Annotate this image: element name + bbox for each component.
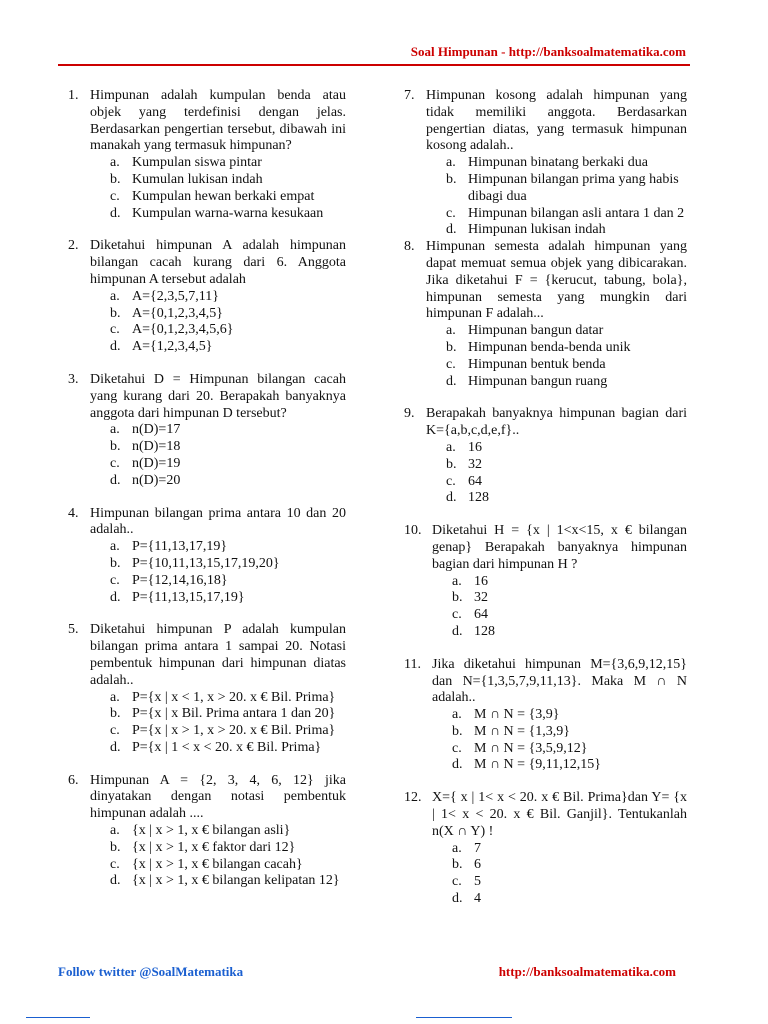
question-number: 1. (68, 88, 79, 103)
option-text: {x | x > 1, x € bilangan cacah} (132, 856, 303, 872)
answer-option-a (432, 574, 687, 591)
option-letter: d. (446, 222, 457, 238)
answer-option-a (432, 707, 687, 724)
footer-site-link[interactable]: http://banksoalmatematika.com (498, 964, 676, 979)
answer-option-d (90, 206, 346, 223)
answer-option-b (426, 457, 687, 474)
question-number: 2. (68, 238, 79, 254)
answer-option-b (90, 306, 346, 323)
option-letter: d. (110, 339, 121, 355)
option-letter: a. (446, 323, 456, 339)
question-number: 7. (404, 88, 415, 103)
answer-option-c (90, 456, 346, 473)
answer-option-c (426, 357, 687, 374)
question-12 (404, 790, 687, 908)
answer-option-c (90, 857, 346, 874)
question-stem: Himpunan semesta adalah himpunan yang dapat memuat semua objek yang dibicarakan. Jika diketahui F = {kerucut, tabung, bola}, himpunan semesta yang mungkin dari himpunan F adalah... (426, 239, 687, 322)
option-letter: b. (110, 706, 121, 722)
question-stem: X={ x | 1< x < 20. x € Bil. Prima}dan Y= {x | 1< x < 20. x € Bil. Ganjil}. Tentukanlah n(X ∩ Y) ! (432, 790, 687, 839)
answer-option-a (90, 155, 346, 172)
option-letter: b. (446, 456, 457, 472)
option-text: P={11,13,17,19} (132, 539, 228, 555)
option-text: P={x | 1 < x < 20. x € Bil. Prima} (132, 739, 322, 755)
option-letter: a. (452, 707, 462, 723)
answer-option-b (90, 706, 346, 723)
option-letter: d. (110, 205, 121, 221)
question-number: 9. (404, 406, 415, 422)
option-letter: c. (110, 322, 120, 338)
option-letter: a. (110, 689, 120, 705)
option-text: Himpunan bilangan asli antara 1 dan 2 (468, 205, 685, 221)
option-text: P={x | x Bil. Prima antara 1 dan 20} (132, 706, 336, 722)
question-number: 12. (404, 790, 422, 806)
option-letter: c. (110, 856, 120, 872)
option-text: 32 (474, 590, 488, 606)
question-stem: Diketahui himpunan A adalah himpunan bilangan cacah kurang dari 6. Anggota himpunan A tersebut adalah (90, 238, 346, 287)
option-text: 7 (474, 840, 481, 856)
answer-option-b (90, 439, 346, 456)
option-letter: b. (452, 723, 463, 739)
answer-option-b (432, 724, 687, 741)
question-stem: Diketahui D = Himpunan bilangan cacah yang kurang dari 20. Berapakah banyaknya anggota dari himpunan D tersebut? (90, 371, 346, 421)
option-text: M ∩ N = {9,11,12,15} (474, 757, 601, 773)
option-letter: b. (110, 839, 121, 855)
header-divider (58, 64, 690, 66)
question-3 (68, 372, 346, 490)
option-text: Kumulan lukisan indah (132, 171, 263, 187)
question-stem: Himpunan A = {2, 3, 4, 6, 12} jika dinyatakan dengan notasi pembentuk himpunan adalah .... (90, 772, 346, 822)
answer-option-b (90, 556, 346, 573)
option-letter: c. (452, 740, 462, 756)
option-letter: d. (452, 623, 463, 639)
option-letter: b. (110, 171, 121, 187)
question-number: 10. (404, 523, 422, 539)
answer-option-b (90, 840, 346, 857)
option-letter: a. (452, 573, 462, 589)
answer-option-c (90, 573, 346, 590)
option-letter: d. (446, 490, 457, 506)
option-letter: d. (452, 891, 463, 907)
answer-option-a (426, 323, 687, 340)
option-text: 64 (468, 473, 482, 489)
option-letter: a. (110, 823, 120, 839)
option-text: Himpunan bentuk benda (468, 356, 606, 372)
answer-option-a (90, 823, 346, 840)
option-letter: b. (110, 555, 121, 571)
option-text: M ∩ N = {1,3,9} (474, 723, 571, 739)
answer-option-d (90, 590, 346, 607)
option-text: {x | x > 1, x € faktor dari 12} (132, 839, 296, 855)
answer-option-d (426, 222, 687, 239)
option-text: n(D)=20 (132, 472, 181, 488)
bottom-link-underline-right (416, 1017, 512, 1018)
option-letter: c. (110, 188, 120, 204)
question-stem: Himpunan adalah kumpulan benda atau objek yang terdefinisi dengan jelas. Berdasarkan pengertian tersebut, dibawah ini manakah yang termasuk himpunan? (90, 88, 346, 154)
answer-option-d (426, 490, 687, 507)
answer-option-c (432, 607, 687, 624)
option-text: M ∩ N = {3,5,9,12} (474, 740, 588, 756)
option-text: 64 (474, 607, 488, 623)
question-2 (68, 238, 346, 356)
option-letter: a. (446, 439, 456, 455)
option-text: 32 (468, 456, 482, 472)
question-8 (404, 239, 687, 390)
option-letter: c. (110, 572, 120, 588)
option-text: Himpunan bangun datar (468, 323, 604, 339)
option-letter: a. (110, 288, 120, 304)
question-1 (68, 88, 346, 222)
option-letter: c. (446, 473, 456, 489)
answer-option-d (90, 473, 346, 490)
answer-option-d (90, 740, 346, 757)
option-letter: c. (446, 205, 456, 221)
question-10 (404, 523, 687, 641)
option-letter: d. (110, 739, 121, 755)
option-text: P={12,14,16,18} (132, 572, 228, 588)
question-stem: Berapakah banyaknya himpunan bagian dari K={a,b,c,d,e,f}.. (426, 406, 687, 439)
bottom-link-underline-left (26, 1017, 90, 1018)
option-letter: c. (110, 723, 120, 739)
question-number: 3. (68, 371, 79, 387)
answer-option-b (90, 172, 346, 189)
answer-option-d (426, 374, 687, 391)
option-text: n(D)=19 (132, 455, 181, 471)
option-text: 4 (474, 891, 481, 907)
option-text: 16 (474, 573, 488, 589)
question-6 (68, 773, 346, 891)
answer-option-a (432, 841, 687, 858)
answer-option-a (90, 539, 346, 556)
answer-option-d (432, 624, 687, 641)
answer-option-d (432, 757, 687, 774)
answer-option-d (90, 339, 346, 356)
question-4 (68, 506, 346, 607)
left-column (68, 88, 346, 890)
option-letter: a. (110, 539, 120, 555)
option-letter: c. (452, 874, 462, 890)
option-text: Himpunan lukisan indah (468, 222, 606, 238)
answer-option-a (90, 690, 346, 707)
answer-option-b (432, 857, 687, 874)
option-text: {x | x > 1, x € bilangan asli} (132, 823, 291, 839)
option-letter: d. (110, 873, 121, 889)
option-letter: c. (110, 455, 120, 471)
option-text: Himpunan binatang berkaki dua (468, 155, 649, 171)
option-text: A={1,2,3,4,5} (132, 339, 213, 355)
option-letter: a. (110, 155, 120, 171)
option-text: 128 (474, 623, 495, 639)
option-letter: d. (452, 757, 463, 773)
option-text: P={10,11,13,15,17,19,20} (132, 555, 280, 571)
option-text: 128 (468, 490, 489, 506)
option-text: 16 (468, 439, 482, 455)
answer-option-d (432, 891, 687, 908)
option-text: n(D)=17 (132, 422, 181, 438)
answer-option-b (426, 340, 687, 357)
option-text: Kumpulan siswa pintar (132, 155, 262, 171)
option-text: A={0,1,2,3,4,5} (132, 305, 223, 321)
option-text: M ∩ N = {3,9} (474, 707, 560, 723)
option-text: n(D)=18 (132, 439, 181, 455)
option-text: Himpunan bilangan prima yang habis dibagi dua (468, 171, 679, 204)
option-text: A={0,1,2,3,4,5,6} (132, 322, 234, 338)
right-column (404, 88, 687, 908)
question-number: 11. (404, 656, 421, 672)
question-stem: Diketahui H = {x | 1<x<15, x € bilangan genap} Berapakah banyaknya himpunan bagian dari himpunan H ? (432, 523, 687, 572)
answer-option-c (90, 189, 346, 206)
answer-option-a (90, 422, 346, 439)
answer-option-b (426, 172, 687, 206)
question-number: 6. (68, 772, 79, 788)
question-11 (404, 657, 687, 775)
question-number: 8. (404, 239, 415, 255)
question-stem: Jika diketahui himpunan M={3,6,9,12,15} dan N={1,3,5,7,9,11,13}. Maka M ∩ N adalah.. (432, 656, 687, 706)
option-text: Himpunan benda-benda unik (468, 339, 631, 355)
page-header-title: Soal Himpunan - http://banksoalmatematika.com (410, 44, 686, 59)
option-text: {x | x > 1, x € bilangan kelipatan 12} (132, 873, 340, 889)
answer-option-c (90, 723, 346, 740)
answer-option-c (432, 874, 687, 891)
answer-option-a (426, 440, 687, 457)
question-7 (404, 88, 687, 239)
option-text: 6 (474, 857, 481, 873)
answer-option-a (426, 155, 687, 172)
option-letter: a. (452, 840, 462, 856)
option-letter: d. (110, 472, 121, 488)
option-text: Kumpulan hewan berkaki empat (132, 188, 315, 204)
answer-option-c (426, 474, 687, 491)
question-5 (68, 622, 346, 756)
option-letter: a. (110, 422, 120, 438)
question-stem: Diketahui himpunan P adalah kumpulan bilangan prima antara 1 sampai 20. Notasi pembentuk himpunan dari himpunan diatas adalah.. (90, 622, 346, 688)
option-text: Himpunan bangun ruang (468, 373, 608, 389)
option-text: P={x | x < 1, x > 20. x € Bil. Prima} (132, 689, 336, 705)
option-text: 5 (474, 874, 481, 890)
option-letter: b. (452, 590, 463, 606)
option-letter: c. (446, 356, 456, 372)
option-text: A={2,3,5,7,11} (132, 288, 219, 304)
option-letter: c. (452, 607, 462, 623)
answer-option-c (432, 741, 687, 758)
option-letter: b. (446, 339, 457, 355)
option-letter: d. (110, 589, 121, 605)
answer-option-d (90, 873, 346, 890)
option-letter: b. (110, 305, 121, 321)
question-number: 4. (68, 505, 79, 521)
question-stem: Himpunan bilangan prima antara 10 dan 20 adalah.. (90, 505, 346, 538)
option-letter: a. (446, 155, 456, 171)
answer-option-b (432, 590, 687, 607)
option-text: Kumpulan warna-warna kesukaan (132, 205, 324, 221)
answer-option-c (90, 322, 346, 339)
question-9 (404, 406, 687, 507)
question-number: 5. (68, 622, 79, 638)
option-letter: b. (446, 171, 457, 187)
option-text: P={11,13,15,17,19} (132, 589, 245, 605)
answer-option-c (426, 206, 687, 223)
option-letter: b. (452, 857, 463, 873)
footer-twitter-text: Follow twitter @SoalMatematika (58, 964, 244, 979)
option-letter: d. (446, 373, 457, 389)
answer-option-a (90, 289, 346, 306)
option-letter: b. (110, 439, 121, 455)
question-stem: Himpunan kosong adalah himpunan yang tidak memiliki anggota. Berdasarkan pengertian diatas, yang termasuk himpunan kosong adalah.. (426, 88, 687, 154)
option-text: P={x | x > 1, x > 20. x € Bil. Prima} (132, 723, 336, 739)
